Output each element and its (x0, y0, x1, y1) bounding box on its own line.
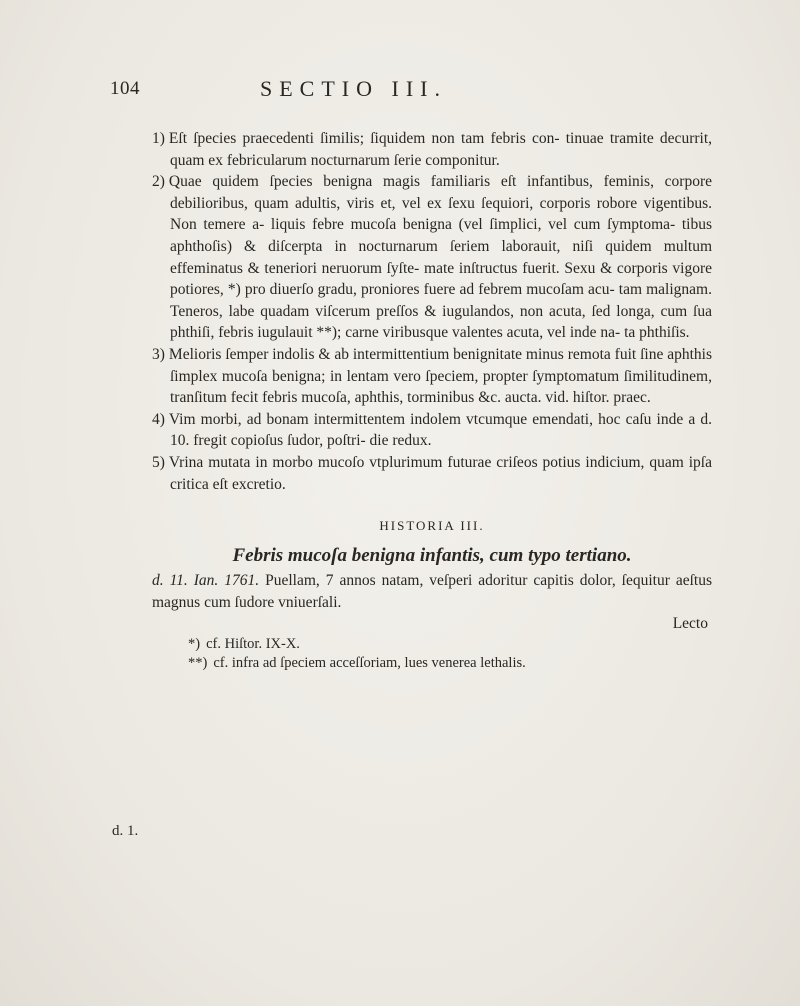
case-body: Puellam, 7 annos natam, veſperi adoritur capitis dolor, ſequitur aeſtus magnus cum ſudore vniuerſali. (152, 572, 713, 611)
case-title: Febris mucoſa benigna infantis, cum typo tertiano. (232, 544, 632, 566)
paragraph-text: Eſt ſpecies praecedenti ſimilis; ſiquidem non tam febris con- tinuae tramite decurrit, quam ex febricularum nocturnarum ſerie componitur. (168, 130, 712, 169)
paragraph-1 (152, 128, 712, 171)
catchword: Lecto (672, 615, 708, 633)
case-date: d. 11. Ian. 1761. (152, 572, 260, 590)
historia-heading: HISTORIA III. (379, 518, 485, 534)
paragraph-number: 3) (152, 345, 165, 363)
paragraph-number: 2) (152, 173, 165, 191)
paragraph-number: 1) (152, 130, 165, 147)
paragraph-5 (152, 452, 712, 495)
paragraph-text: Melioris ſemper indolis & ab intermittentium benignitate minus remota fuit ſine aphthis ſimplex mucoſa benigna; in lentam vero ſpeciem, propter ſymptomatum ſimilitudinem, tranſitum fecit febris mucoſa, aphthis, torminibus &c. aucta. vid. hiſtor. praec. (168, 345, 712, 407)
case-text (152, 570, 712, 613)
page-number: 104 (110, 78, 140, 99)
footnote-mark: **) (188, 655, 208, 672)
footnote-text: cf. Hiſtor. IX-X. (206, 636, 300, 653)
footnote-1 (188, 635, 712, 654)
paragraph-text: Vim morbi, ad bonam intermittentem indolem vtcumque emendati, hoc caſu inde a d. 10. fregit copioſus ſudor, poſtri- die redux. (168, 410, 712, 450)
margin-note: d. 1. (112, 823, 139, 839)
footnotes (152, 635, 712, 673)
paragraph-3 (152, 344, 712, 409)
paragraph-4 (152, 409, 712, 452)
page-header (0, 76, 800, 106)
paragraph-text: Vrina mutata in morbo mucoſo vtplurimum futurae criſeos potius indicium, quam ipſa critica eſt excretio. (168, 453, 712, 493)
text-block (152, 128, 712, 673)
footnote-text: cf. infra ad ſpeciem acceſſoriam, lues venerea lethalis. (213, 655, 526, 672)
paragraph-text: Quae quidem ſpecies benigna magis familiaris eſt infantibus, feminis, corpore debilioribus, quam adultis, viris et, vel ex ſexu ſequiori, corporis robore vigentibus. Non temere a- liquis febre mucoſa benigna (vel ſimplici, vel cum ſymptoma- tibus aphthoſis) & diſcerpta in nocturnarum ſeriem laborauit, niſi quidem multum effeminatus & teneriori neruorum ſyſte- mate inſtructus fuerit. Sexu & corporis vigore potiores, *) pro diuerſo gradu, proniores fuere ad febrem mucoſam acu- tam malignam. Teneros, labe quadam viſcerum preſſos & iugulandos, non acuta, ſed longa, cum ſua phthiſi, febris iugulauit **); carne viribusque valentes acuta, vel inde na- ta phthiſis. (168, 173, 712, 342)
running-head: SECTIO III. (260, 76, 447, 101)
footnote-mark: *) (188, 636, 201, 653)
paragraph-2 (152, 171, 712, 344)
paragraph-number: 4) (152, 410, 165, 428)
footnote-2 (188, 654, 712, 673)
paragraph-number: 5) (152, 453, 165, 471)
